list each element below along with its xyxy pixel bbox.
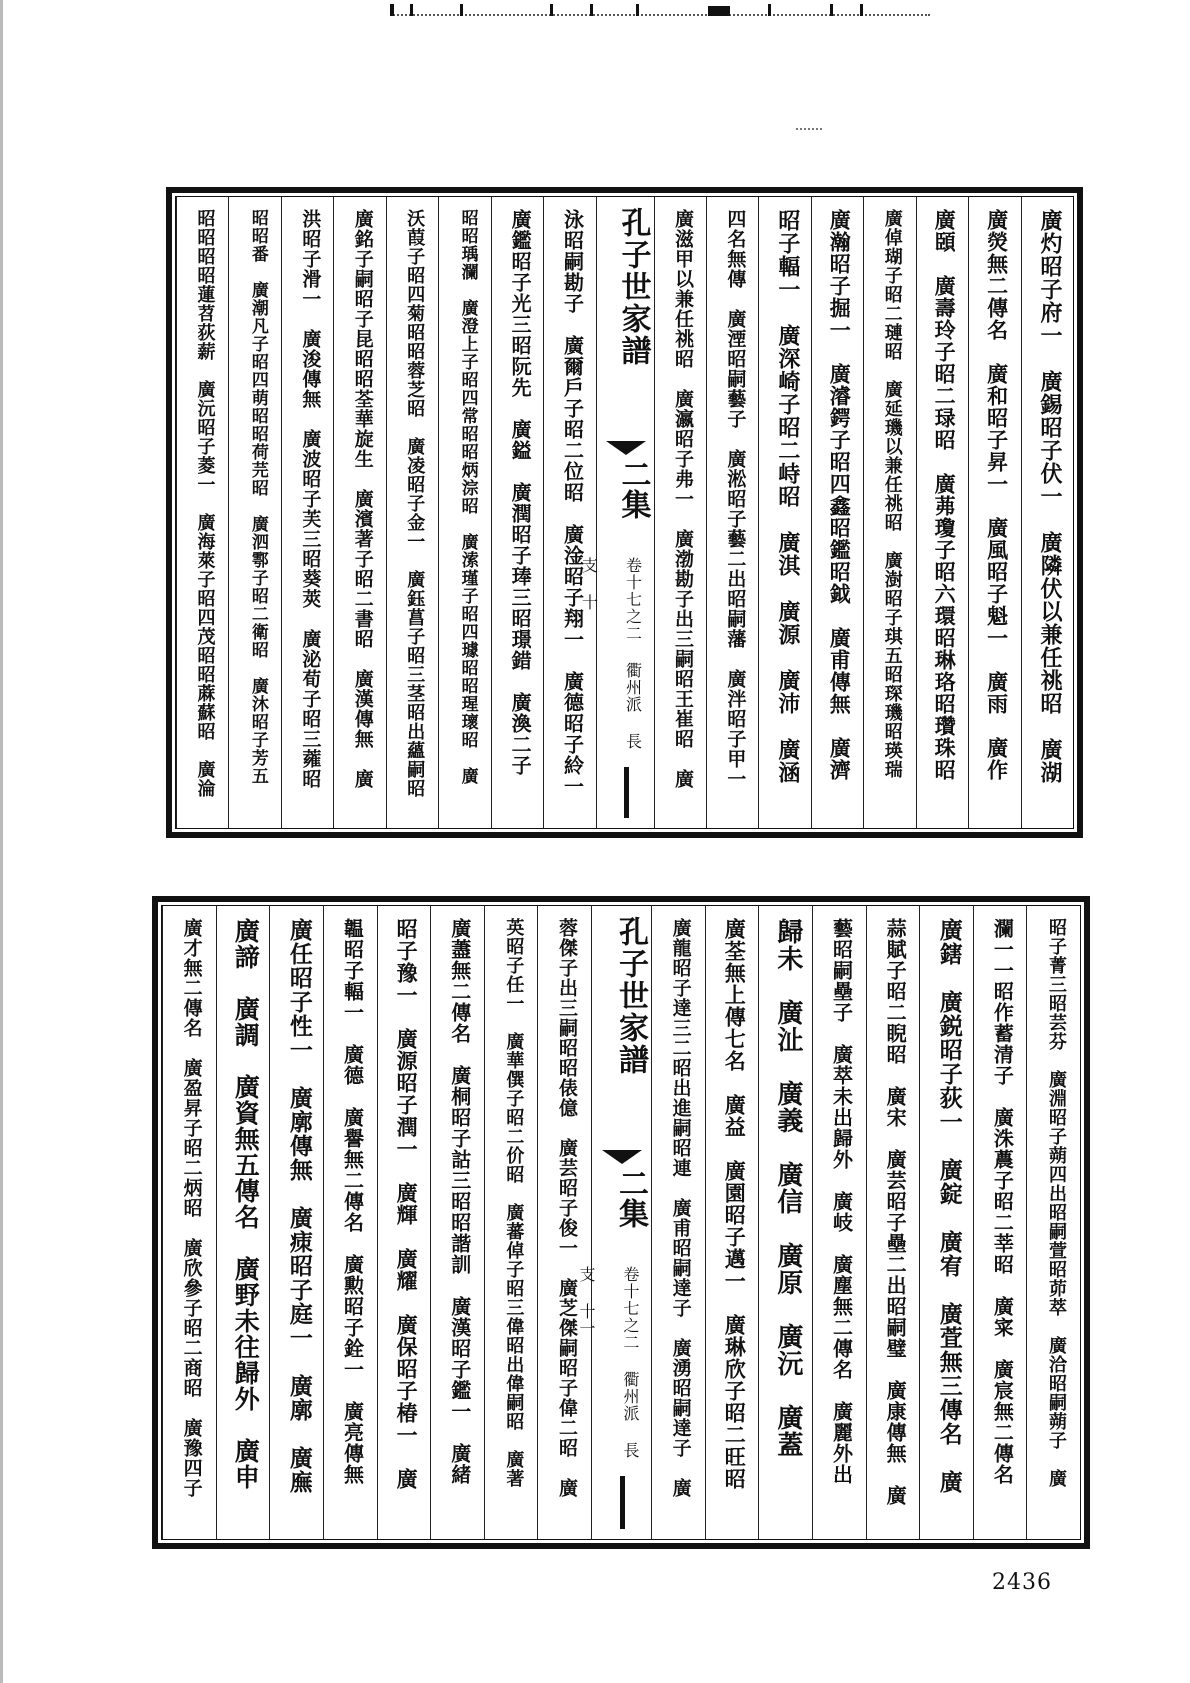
book-title: 孔子世家譜	[615, 207, 651, 367]
genealogy-entry-text: 廣頣 廣壽玲子昭二琭昭 廣茀瓊子昭六環昭琳珞昭瓚珠昭	[932, 209, 958, 781]
genealogy-column	[323, 906, 378, 1539]
page-number: 2436	[992, 1570, 1052, 1595]
top-edge-marks	[390, 4, 930, 18]
genealogy-column	[281, 197, 334, 828]
fish-tail-mark	[602, 1150, 642, 1164]
genealogy-column	[269, 906, 324, 1539]
genealogy-entry-text: 廣銘子嗣昭子昆昭昭荃華旋生 廣濱著子昭二書昭 廣漢傳無 廣	[351, 209, 374, 789]
genealogy-column	[705, 906, 760, 1539]
center-title-column	[577, 906, 652, 1539]
genealogy-entry-text: 四名無傳 廣湮昭嗣藝子 廣淞昭子藝二出昭嗣藩 廣泮昭子甲一	[724, 209, 747, 789]
genealogy-entry-text: 廣龍昭子達三二昭出進嗣昭連 廣甫昭嗣達子 廣湧昭嗣達子 廣	[669, 918, 692, 1498]
genealogy-entry-text: 昭昭昭昭蓮苕荻薪 廣沅昭子菱一 廣海萊子昭四茂昭昭蔴蘇昭 廣淪	[194, 209, 216, 798]
genealogy-column	[430, 906, 485, 1539]
genealogy-entry-text: 廣荃無上傳七名 廣益 廣園昭子邁一 廣琳欣子昭二旺昭	[722, 918, 748, 1490]
genealogy-entry-text: 昭子菁三昭芸芬 廣淵昭子蒴四出昭嗣萱昭茆萃 廣洽昭嗣蒴子 廣	[1046, 918, 1067, 1488]
genealogy-column	[973, 906, 1028, 1539]
genealogy-column	[491, 197, 544, 828]
genealogy-column	[651, 906, 706, 1539]
genealogy-column	[1026, 906, 1081, 1539]
center-bar	[620, 1476, 625, 1529]
genealogy-column	[916, 197, 969, 828]
genealogy-entry-text: 廣藎無二傳名 廣桐昭子詁三昭昭諧訓 廣漢昭子鑑一 廣緒	[447, 918, 472, 1485]
genealogy-column	[162, 906, 217, 1539]
genealogy-column	[812, 906, 867, 1539]
genealogy-entry-text: 廣鎋 廣鋭昭子荻一 廣錠 廣宥 廣萓無三傳名 廣	[935, 918, 963, 1494]
genealogy-entry-text: 蒜賦子昭二睨昭 廣宋 廣芸昭子壘二出昭嗣璧 廣康傳無 廣	[883, 918, 908, 1506]
genealogy-entry-text: 廣滋甲以兼任祧昭 廣瀛昭子弗一 廣渤勘子出三嗣昭王崔昭 廣	[671, 209, 694, 789]
genealogy-entry-text: 昭昭瑀瀾 廣澄上子昭四常昭昭炳淙昭 廣溹瑾子昭四璩昭昭瑆瓌昭 廣	[457, 209, 478, 785]
genealogy-entry-text: 廣倬瑚子昭二璉昭 廣延璣以兼任祧昭 廣澍昭子琪五昭琛璣昭瑛瑞	[881, 209, 903, 779]
genealogy-column	[377, 906, 432, 1539]
panel-inner-border	[175, 196, 1074, 829]
genealogy-entry-text: 沃葭子昭四菊昭昭蓉芝昭 廣凌昭子金一 廣鈺菖子昭三茎昭出蘊嗣昭	[404, 209, 426, 798]
genealogy-column	[543, 197, 596, 828]
genealogy-column	[863, 197, 916, 828]
scan-edge	[0, 0, 3, 1683]
genealogy-column	[216, 906, 271, 1539]
genealogy-column	[333, 197, 386, 828]
genealogy-column	[484, 906, 539, 1539]
genealogy-column	[968, 197, 1021, 828]
genealogy-column	[1021, 197, 1074, 828]
genealogy-column	[866, 906, 921, 1539]
genealogy-column	[654, 197, 707, 828]
center-title-column	[579, 197, 655, 828]
genealogy-entry-text: 廣瀚昭子掘一 廣濬鍔子昭四鑫昭鑑昭鉞 廣甫傳無 廣濟	[827, 209, 853, 781]
collection-label: 二集	[613, 1168, 648, 1228]
center-bar	[624, 767, 629, 818]
genealogy-column	[919, 906, 974, 1539]
fish-tail-mark	[606, 441, 646, 455]
genealogy-column	[706, 197, 759, 828]
volume-branch-label: 卷十七之二 衢州派 長支 十一	[577, 1266, 640, 1459]
book-title: 孔子世家譜	[613, 916, 648, 1076]
genealogy-entry-text: 廣灼昭子府一 廣錫昭子伏一 廣隣伏以兼任祧昭 廣湖	[1037, 209, 1063, 784]
genealogy-entry-text: 藝昭嗣壘子 廣萃未出歸外 廣岐 廣塵無二傳名 廣麗外出	[829, 918, 854, 1485]
dotted-mark	[796, 128, 822, 130]
collection-label: 二集	[615, 459, 651, 519]
volume-branch-label: 卷十七之二 衢州派 長支 十	[579, 557, 643, 750]
genealogy-column	[228, 197, 281, 828]
genealogy-column	[438, 197, 491, 828]
genealogy-entry-text: 韞昭子輻一 廣德 廣譽無二傳名 廣勲昭子銓一 廣亮傳無	[340, 918, 365, 1485]
panel-inner-border	[161, 905, 1081, 1540]
genealogy-entry-text: 廣鑑昭子光三昭阮先 廣鎰 廣潤昭子琫三昭璟錯 廣渙二子	[508, 209, 533, 776]
genealogy-entry-text: 歸未 廣沚 廣義 廣信 廣原 廣沅 廣蓋	[772, 918, 803, 1458]
genealogy-entry-text: 廣熒無二傳名 廣和昭子昇一 廣風昭子魁一 廣雨 廣作	[984, 209, 1010, 781]
genealogy-panel-lower	[152, 896, 1090, 1549]
genealogy-panel-upper	[166, 187, 1083, 838]
genealogy-column	[758, 197, 811, 828]
genealogy-entry-text: 瀾一一昭作蓄清子 廣洙蕽子昭二莘昭 廣寀 廣宸無二傳名	[990, 918, 1015, 1485]
genealogy-entry-text: 洪昭子滑一 廣浚傳無 廣波昭子芙三昭葵莢 廣泌荀子昭三蕹昭	[299, 209, 322, 789]
genealogy-entry-text: 廣諦 廣調 廣資無五傳名 廣野未往歸外 廣申	[231, 918, 261, 1490]
genealogy-entry-text: 廣才無二傳名 廣盈昇子昭二炳昭 廣欣參子昭二商昭 廣豫四子	[180, 918, 203, 1498]
genealogy-entry-text: 昭子豫一 廣源昭子潤一 廣輝 廣耀 廣保昭子椿一 廣	[394, 918, 420, 1490]
genealogy-column	[537, 906, 592, 1539]
genealogy-column	[758, 906, 813, 1539]
genealogy-column	[386, 197, 439, 828]
genealogy-entry-text: 蓉傑子出三嗣昭昭俵億 廣芸昭子俊一 廣芝傑嗣昭子偉二昭 廣	[556, 918, 578, 1498]
genealogy-entry-text: 英昭子任一 廣華僎子昭二价昭 廣蕃倬子昭三偉昭出偉嗣昭 廣著	[503, 918, 525, 1488]
genealogy-column	[176, 197, 229, 828]
genealogy-entry-text: 昭昭番 廣潮凡子昭四萌昭昭荷芫昭 廣泗鄠子昭二衛昭 廣沐昭子芳五	[247, 209, 268, 785]
genealogy-entry-text: 廣任昭子性一 廣廓傳無 廣㾊昭子庭一 廣廓 廣廡	[285, 918, 313, 1494]
genealogy-entry-text: 昭子輻一 廣深崎子昭二峙昭 廣淇 廣源 廣沛 廣涵	[774, 209, 801, 784]
genealogy-column	[811, 197, 864, 828]
genealogy-entry-text: 泳昭嗣勘子 廣爾戶子昭二位昭 廣淦昭子翔一 廣德昭子紷一	[560, 209, 585, 797]
